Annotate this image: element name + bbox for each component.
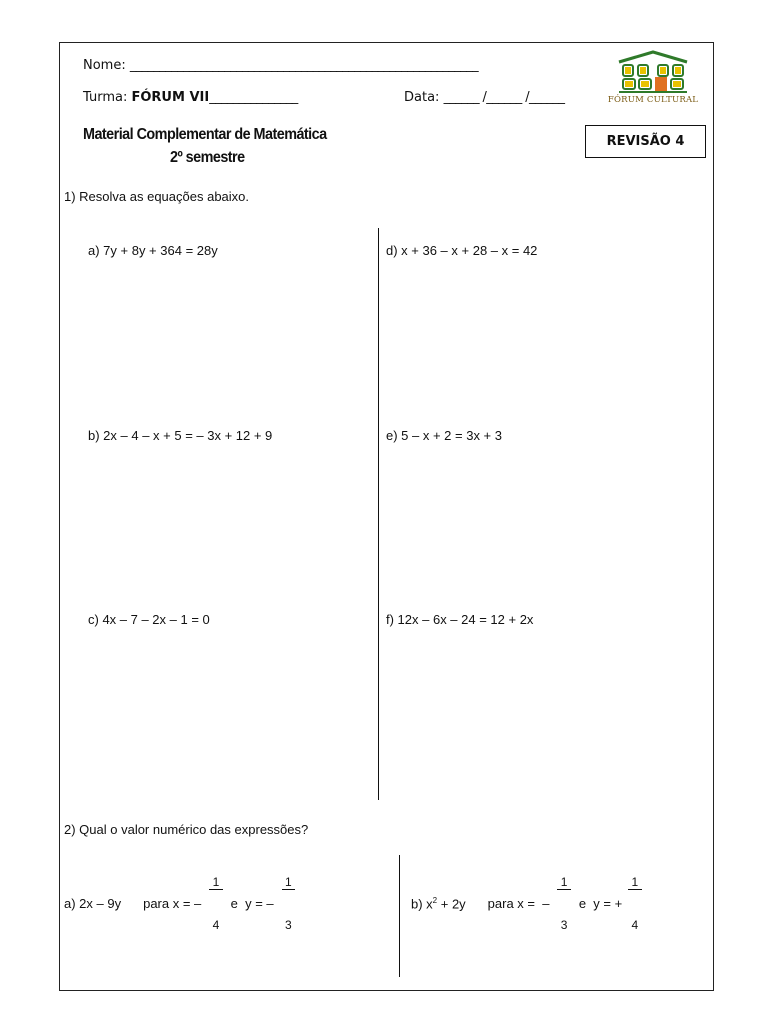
q2-item-a <box>64 847 297 960</box>
q1-item-a: a) 7y + 8y + 364 = 28y <box>88 243 218 258</box>
class-field <box>83 90 298 105</box>
date-field[interactable] <box>404 90 564 105</box>
q2-b-y-fraction: $\frac{1}{4}$ <box>628 847 641 960</box>
doc-subtitle: 2º semestre <box>170 149 245 166</box>
q2-b-x-fraction: $\frac{1}{3}$ <box>557 847 570 960</box>
doc-title: Material Complementar de Matemática <box>83 126 327 143</box>
date-blanks: ______ /______ /______ <box>443 90 565 105</box>
q1-prompt: 1) Resolva as equações abaixo. <box>64 189 250 204</box>
q2-a-x-label: para x = – <box>143 896 202 911</box>
date-label: Data: <box>404 90 440 105</box>
class-line: _______________ <box>209 90 298 105</box>
q1-item-f: f) 12x – 6x – 24 = 12 + 2x <box>386 612 534 627</box>
q2-a-y-fraction: $\frac{1}{3}$ <box>282 847 295 960</box>
q2-a-x-fraction: $\frac{1}{4}$ <box>209 847 222 960</box>
q2-item-b <box>411 847 644 960</box>
name-field[interactable] <box>83 58 478 73</box>
class-value: FÓRUM VII <box>131 90 210 105</box>
q2-column-divider <box>399 855 400 977</box>
name-line: ___________________________________________________________ <box>129 58 478 73</box>
q2-prompt: 2) Qual o valor numérico das expressões? <box>64 822 309 837</box>
q2-b-y-label: e y = + <box>578 896 623 911</box>
q2-a-y-label: e y = – <box>230 896 274 911</box>
q1-item-b: b) 2x – 4 – x + 5 = – 3x + 12 + 9 <box>88 428 273 443</box>
logo-text: FÓRUM CULTURAL <box>607 95 699 105</box>
q2-a-expression: a) 2x – 9y <box>64 896 122 911</box>
q1-item-e: e) 5 – x + 2 = 3x + 3 <box>386 428 502 443</box>
class-label: Turma: <box>83 90 128 105</box>
revision-badge: REVISÃO 4 <box>585 125 706 158</box>
q2-b-expression: b) $x^2 + 2y$ <box>411 895 466 912</box>
q2-b-x-label: para x = – <box>487 896 550 911</box>
name-label: Nome: <box>83 58 126 73</box>
q1-item-c: c) 4x – 7 – 2x – 1 = 0 <box>88 612 210 627</box>
q1-item-d: d) x + 36 – x + 28 – x = 42 <box>386 243 538 258</box>
column-divider <box>378 228 379 800</box>
